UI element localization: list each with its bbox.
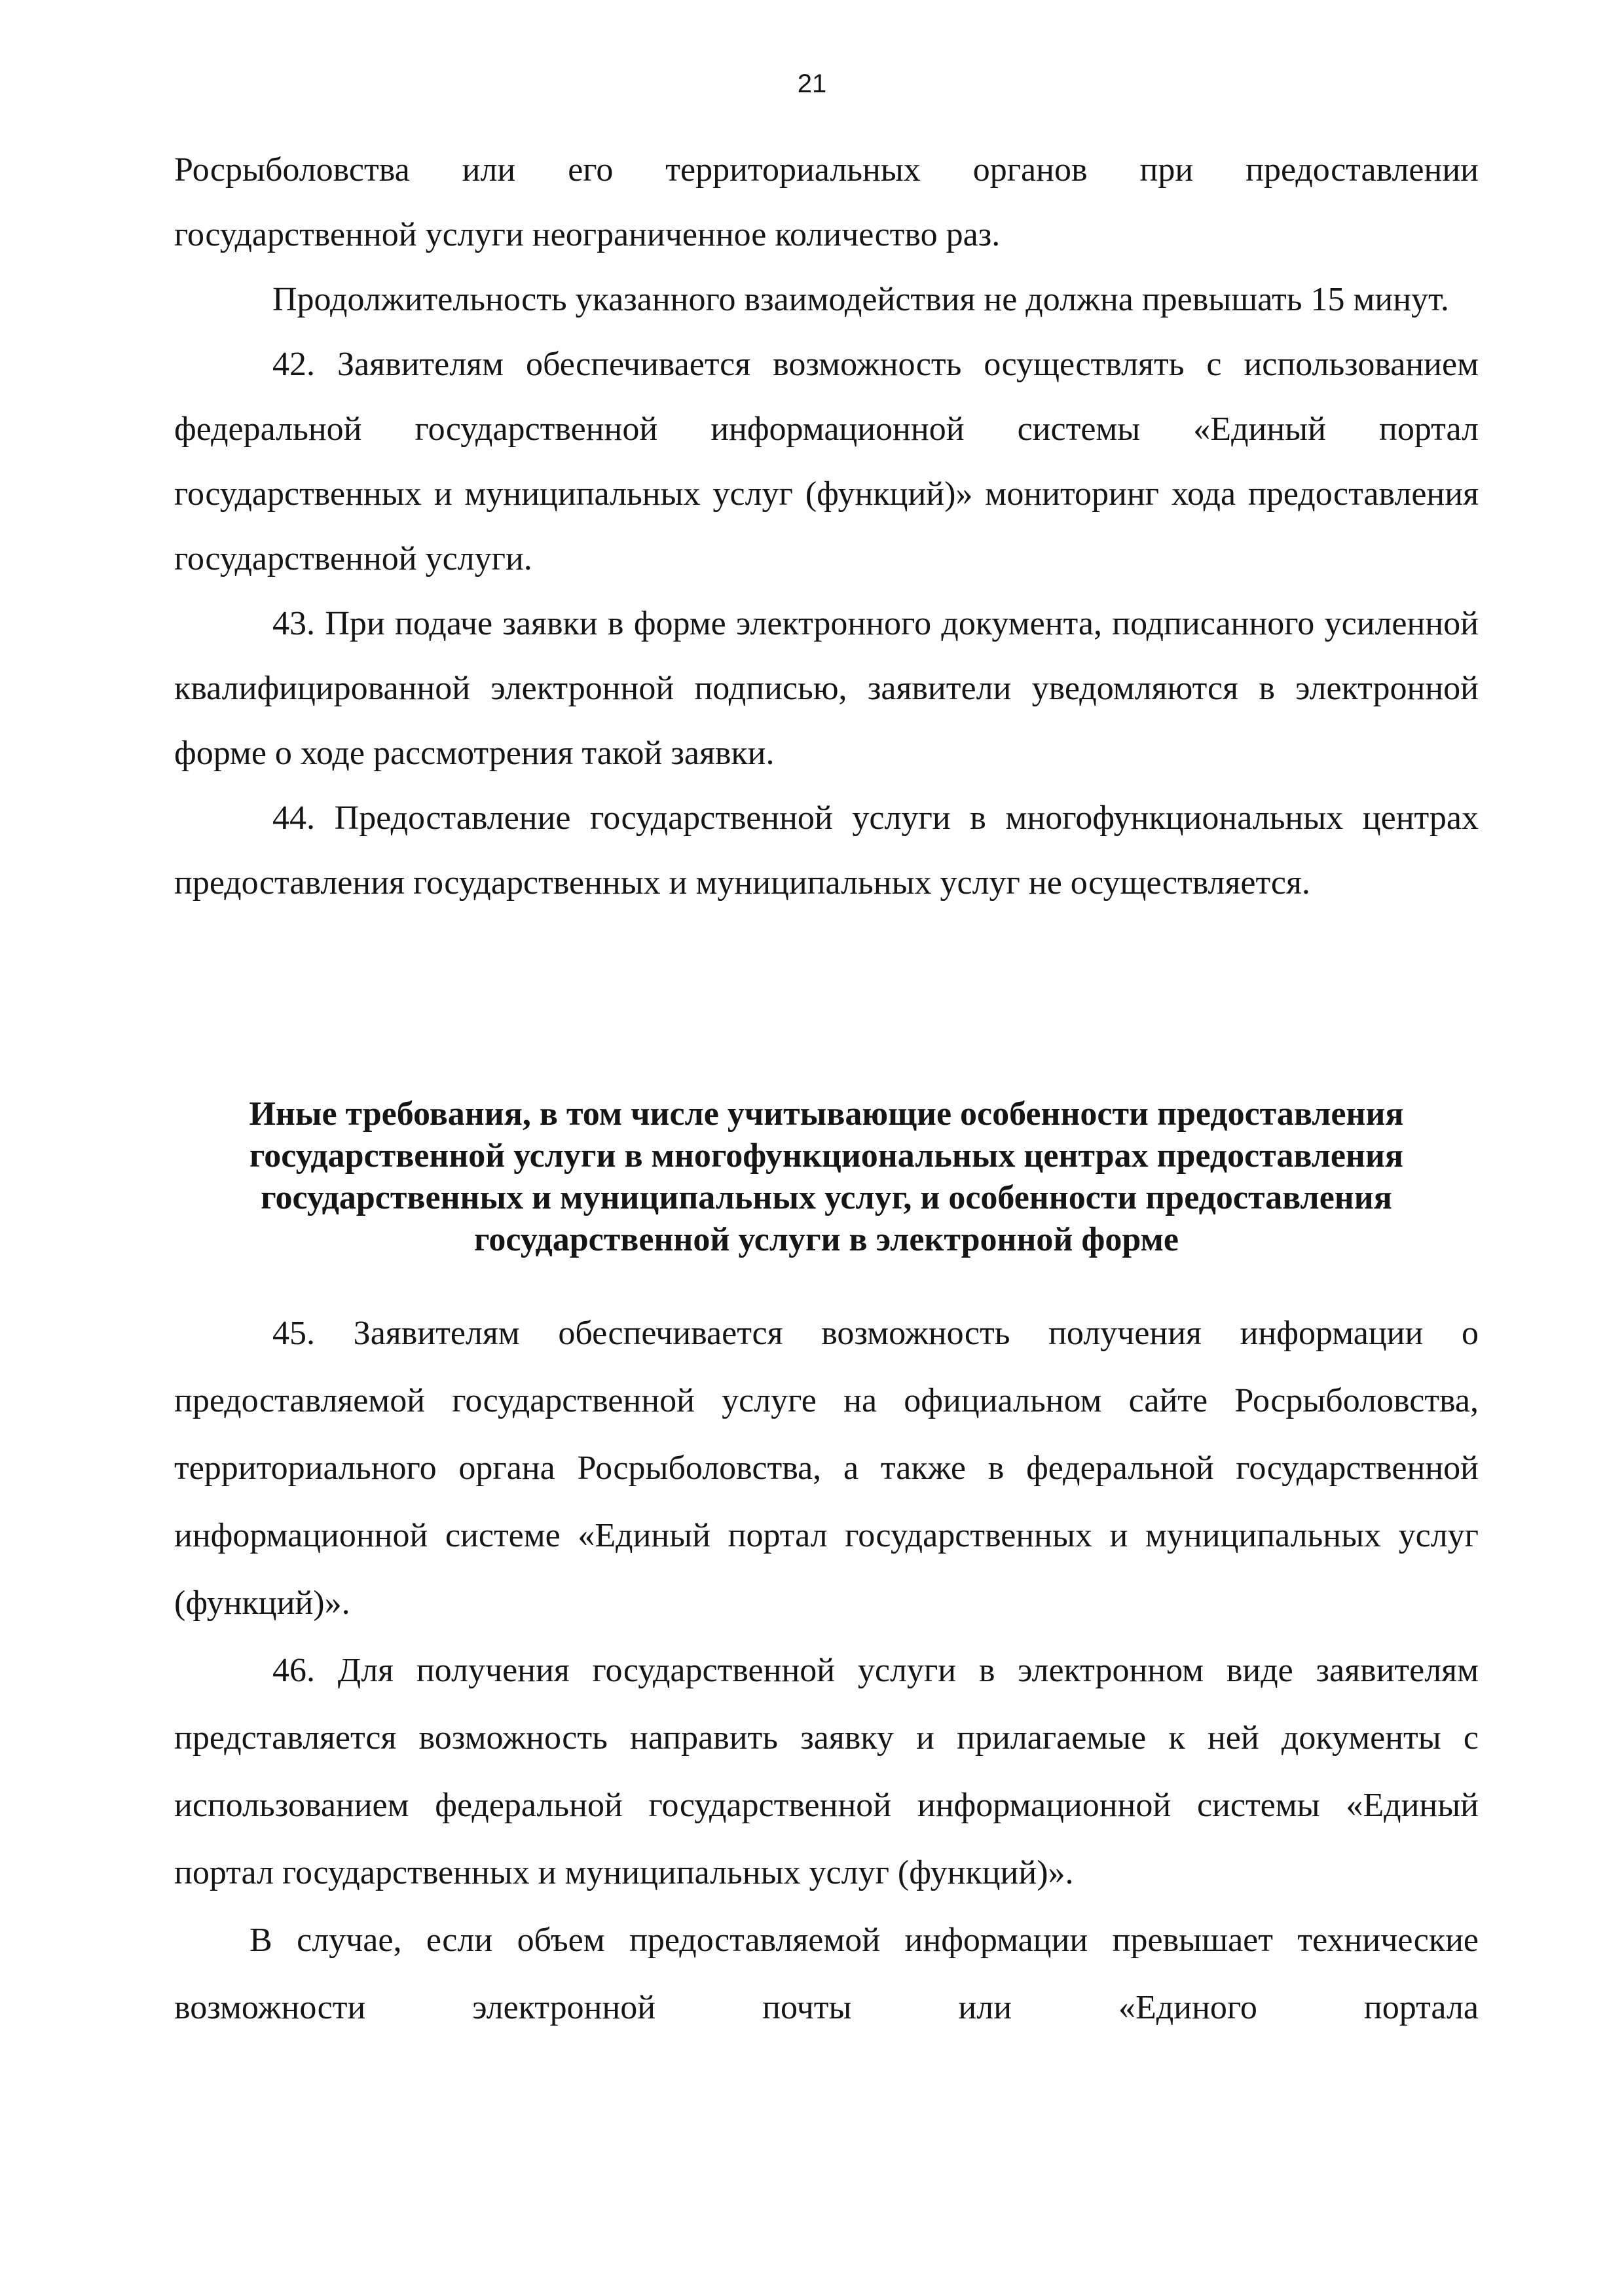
section-heading-line-2: государственной услуги в многофункциональных центрах предоставления (249, 1137, 1404, 1175)
paragraph-42: 42. Заявителям обеспечивается возможность осуществлять с использованием федеральной государственной информационной системы «Единый портал государственных и муниципальных услуг (функций)» мониторинг хода предоставления государственной услуги. (174, 346, 1479, 577)
page-number: 21 (797, 69, 827, 98)
section-heading (174, 1093, 1479, 1261)
paragraph-46: 46. Для получения государственной услуги в электронном виде заявителям представляется возможность направить заявку и прилагаемые к ней документы с использованием федеральной государственной информационной системы «Единый портал государственных и муниципальных услуг (функций)». (174, 1652, 1479, 1891)
paragraph-43: 43. При подаче заявки в форме электронного документа, подписанного усиленной квалифицированной электронной подписью, заявители уведомляются в электронной форме о ходе рассмотрения такой заявки. (174, 605, 1479, 772)
section-heading-line-1: Иные требования, в том числе учитывающие особенности предоставления (249, 1095, 1404, 1133)
text-block-bottom (174, 1300, 1479, 2041)
section-heading-line-3: государственных и муниципальных услуг, и особенности предоставления (261, 1179, 1392, 1216)
paragraph-case: В случае, если объем предоставляемой информации превышает технические возможности электронной почты или «Единого портала (174, 1922, 1479, 2026)
paragraph-duration: Продолжительность указанного взаимодействия не должна превышать 15 минут. (272, 281, 1449, 318)
paragraph-continuation-line-1: Росрыболовства или его территориальных органов при предоставлении (174, 151, 1479, 189)
paragraph-45: 45. Заявителям обеспечивается возможность получения информации о предоставляемой государственной услуге на официальном сайте Росрыболовства, территориального органа Росрыболовства, а также в федеральной государственной информационной системе «Единый портал государственных и муниципальных услуг (функций)». (174, 1315, 1479, 1622)
text-block-top (174, 137, 1479, 915)
paragraph-continuation-line-2: государственной услуги неограниченное количество раз. (174, 216, 1001, 253)
paragraph-44: 44. Предоставление государственной услуги в многофункциональных центрах предоставления государственных и муниципальных услуг не осуществляется. (174, 799, 1479, 902)
section-heading-line-4: государственной услуги в электронной форме (474, 1221, 1179, 1258)
